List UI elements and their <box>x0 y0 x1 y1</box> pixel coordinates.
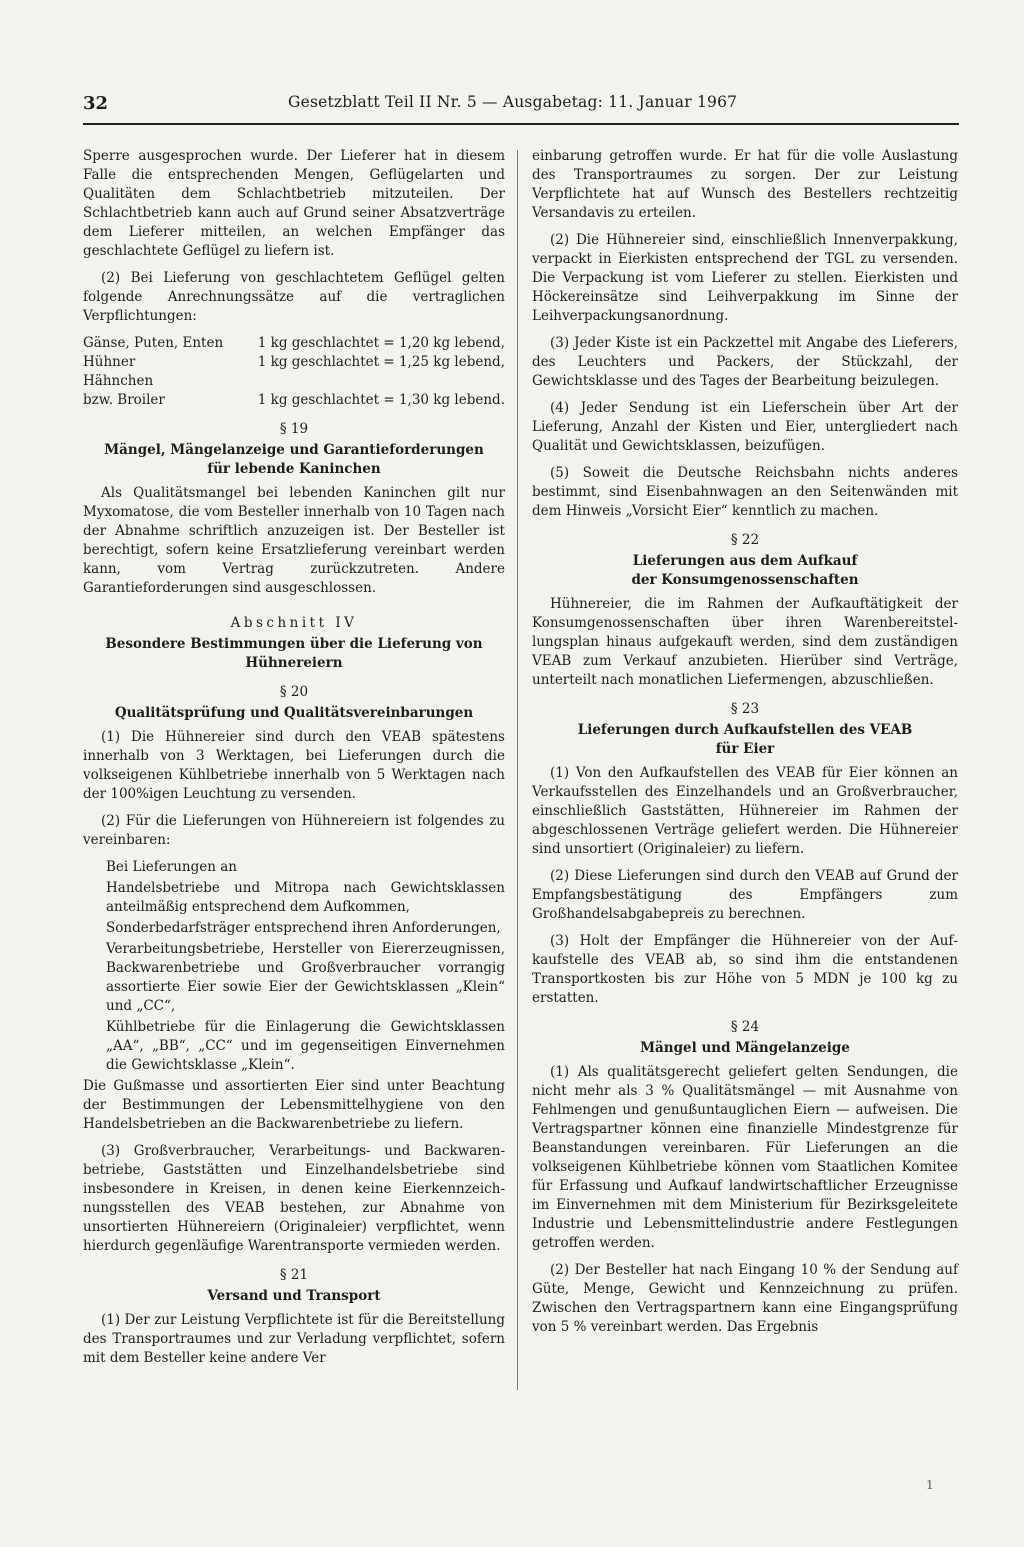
paragraph: (3) Großverbraucher, Verarbeitungs- und Backwarenbetriebe, Gaststätten und Einzelhandelsbetriebe sind insbesondere in Kreisen, in denen keine Eierkennzeichnungsstellen des VEAB bestehen, zur Abnahme von unsortierten Hühnereiern (Originaleier) verpflichtet, wenn hierdurch gegenläufige Warentransporte vermieden werden. <box>83 1143 505 1254</box>
section-number: § 21 <box>279 1267 309 1283</box>
section-heading-line: Mängel, Mängelanzeige und Garantieforderungen <box>104 442 484 458</box>
paragraph: Hühnereier, die im Rahmen der Aufkauftätigkeit der Konsumgenossenschaften über ihren Warenbereitstellungsplan hinaus aufgekauft werden, sind dem zuständigen VEAB zum Verkauf anzubieten. Hierüber sind Verträge, unterteilt nach monatlichen Liefermengen, abzuschließen. <box>532 596 958 688</box>
rates-table <box>83 334 505 410</box>
section-number: § 23 <box>730 701 760 717</box>
section-heading-line: Lieferungen aus dem Aufkauf <box>632 553 858 569</box>
paragraph: (1) Als qualitätsgerecht geliefert gelten Sendungen, die nicht mehr als 3 % Qualitätsmängel — mit Ausnahme von Fehlmengen und genußuntauglichen Eiern — aufweisen. Die Vertragspartner können eine finanzielle Mindestgrenze für Beanstandungen vereinbaren. Für Lieferungen an die volkseigenen Kühlbetriebe können vom Staatlichen Komitee für Erfassung und Aufkauf landwirtschaftlicher Erzeugnisse im Einvernehmen mit dem Ministerium für Bezirksgeleitete Industrie und Lebensmittelindustrie andere Festlegungen getroffen werden. <box>532 1064 958 1251</box>
list-item: Handelsbetriebe und Mitropa nach Gewichtsklassen anteilmäßig entsprechend dem Aufkommen, <box>106 880 505 915</box>
list-item: Bei Lieferungen an <box>106 859 237 875</box>
section-heading <box>83 441 505 479</box>
paragraph: (1) Die Hühnereier sind durch den VEAB spätestens innerhalb von 3 Werktagen, bei Lieferungen durch die volkseigenen Kühlbetriebe innerhalb von 5 Werktagen nach der 100%igen Leuchtung zu versenden. <box>83 729 505 802</box>
paragraph: (2) Diese Lieferungen sind durch den VEAB auf Grund der Empfangsbestätigung des Empfängers zum Großhandelsabgabepreis zu berechnen. <box>532 868 958 922</box>
paragraph: (2) Die Hühnereier sind, einschließlich Innenverpakkung, verpackt in Eierkisten entsprechend der TGL zu versenden. Die Verpackung ist vom Lieferer zu stellen. Eierkisten und Höckereinsätze sind Leihverpakkung im Sinne der Leihverpackungsanordnung. <box>532 232 958 324</box>
rates-row <box>83 391 505 410</box>
rates-value: 1 kg geschlachtet = 1,30 kg lebend. <box>257 392 505 408</box>
header-title: Gesetzblatt Teil II Nr. 5 — Ausgabetag: 11. Januar 1967 <box>288 93 738 111</box>
section-number: § 22 <box>730 532 760 548</box>
list-item: Kühlbetriebe für die Einlagerung die Gewichtsklassen „AA“, „BB“, „CC“ und im gegenseitigen Einvernehmen die Gewichtsklasse „Klein“. <box>106 1019 505 1073</box>
rates-label: bzw. Broiler <box>83 392 165 408</box>
rates-label: Hähnchen <box>83 373 154 389</box>
rates-value: 1 kg geschlachtet = 1,25 kg lebend, <box>257 354 505 370</box>
chapter-heading-line: Besondere Bestimmungen über die Lieferung von <box>105 636 483 652</box>
section-number: § 19 <box>279 421 309 437</box>
paragraph: (1) Der zur Leistung Verpflichtete ist für die Bereitstellung des Transportraumes und zur Verladung verpflichtet, sofern mit dem Besteller keine andere Ver <box>83 1312 505 1366</box>
paragraph: (3) Jeder Kiste ist ein Packzettel mit Angabe des Lieferers, des Leuchters und Packers, der Stückzahl, der Gewichtsklasse und des Tages der Bearbeitung beizulegen. <box>532 335 958 389</box>
section-heading: Qualitätsprüfung und Qualitätsvereinbarungen <box>114 705 474 721</box>
page-number: 32 <box>83 93 109 114</box>
footer-mark: 1 <box>926 1478 934 1492</box>
rates-row <box>83 372 505 391</box>
paragraph: (2) Bei Lieferung von geschlachtetem Geflügel gelten folgende Anrechnungssätze auf die vertraglichen Verpflichtungen: <box>83 270 505 324</box>
chapter-heading <box>83 635 505 673</box>
section-heading-line: für Eier <box>715 741 775 757</box>
section-heading <box>532 552 958 590</box>
section-number: § 20 <box>279 684 309 700</box>
rates-label: Gänse, Puten, Enten <box>83 335 224 351</box>
paragraph: Die Gußmasse und assortierten Eier sind unter Beachtung der Bestimmungen der Lebensmittelhygiene von den Handelsbetrieben an die Backwarenbetriebe zu liefern. <box>83 1078 505 1132</box>
chapter-label: Abschnitt IV <box>230 615 358 631</box>
section-heading: Mängel und Mängelanzeige <box>640 1040 850 1056</box>
section-number: § 24 <box>730 1019 760 1035</box>
paragraph: (2) Der Besteller hat nach Eingang 10 % der Sendung auf Güte, Menge, Gewicht und Kennzeichnung zu prüfen. Zwischen den Vertragspartnern kann eine Eingangsprüfung von 5 % vereinbart werden. Das Ergebnis <box>532 1262 958 1335</box>
page-header <box>83 93 959 125</box>
paragraph: Als Qualitätsmangel bei lebenden Kaninchen gilt nur Myxomatose, die vom Besteller innerhalb von 10 Tagen nach der Abnahme schriftlich anzuzeigen ist. Der Besteller ist berechtigt, sofern keine Ersatzlieferung vereinbart werden kann, vom Vertrag zurückzutreten. Andere Garantieforderungen sind ausgeschlossen. <box>83 485 505 596</box>
paragraph: Sperre ausgesprochen wurde. Der Lieferer hat in diesem Falle die entsprechenden Mengen, Geflügelarten und Qualitäten dem Schlachtbetrieb mitzuteilen. Der Schlachtbetrieb kann auch auf Grund seiner Absatzverträge dem Lieferer mitteilen, an welchen Empfänger das geschlachtete Geflügel zu liefern ist. <box>83 148 505 259</box>
rates-row <box>83 353 505 372</box>
section-heading: Versand und Transport <box>207 1288 381 1304</box>
paragraph: (1) Von den Aufkaufstellen des VEAB für Eier können an Verkaufsstellen des Einzelhandels und an Großverbraucher, einschließlich Gaststätten, Hühnereier im Rahmen der abgeschlossenen Verträge geliefert werden. Die Hühnereier sind unsortiert (Originaleier) zu liefern. <box>532 765 958 857</box>
column-divider <box>517 150 518 1390</box>
rates-label: Hühner <box>83 354 136 370</box>
right-column <box>532 147 958 1345</box>
section-heading-line: der Konsumgenossenschaften <box>631 572 859 588</box>
rates-value <box>236 372 505 391</box>
paragraph: (3) Holt der Empfänger die Hühnereier von der Aufkaufstelle des VEAB ab, so sind ihm die entstandenen Transportkosten bis zur Höhe von 5 MDN je 100 kg zu erstatten. <box>532 933 958 1006</box>
rates-value: 1 kg geschlachtet = 1,20 kg lebend, <box>257 335 505 351</box>
section-heading-line: für lebende Kaninchen <box>207 461 381 477</box>
paragraph: (5) Soweit die Deutsche Reichsbahn nichts anderes bestimmt, sind Eisenbahnwagen an den Seitenwänden mit dem Hinweis „Vorsicht Eier“ kenntlich zu machen. <box>532 465 958 519</box>
paragraph: einbarung getroffen wurde. Er hat für die volle Auslastung des Transportraumes zu sorgen. Der zur Leistung Verpflichtete hat auf Wunsch des Bestellers rechtzeitig Versandavis zu erteilen. <box>532 148 958 221</box>
left-column <box>83 147 505 1376</box>
rates-row <box>83 334 505 353</box>
chapter-heading-line: Hühnereiern <box>245 655 343 671</box>
paragraph: (4) Jeder Sendung ist ein Lieferschein über Art der Lieferung, Anzahl der Kisten und Eier, untergliedert nach Qualität und Gewichtsklassen, beizufügen. <box>532 400 958 454</box>
section-heading-line: Lieferungen durch Aufkaufstellen des VEAB <box>577 722 913 738</box>
list-item: Sonderbedarfsträger entsprechend ihren Anforderungen, <box>106 920 501 936</box>
list-item: Verarbeitungsbetriebe, Hersteller von Eiererzeugnissen, Backwarenbetriebe und Großverbraucher vorrangig assortierte Eier sowie Eier der Gewichtsklassen „Klein“ und „CC“, <box>106 941 505 1014</box>
paragraph: (2) Für die Lieferungen von Hühnereiern ist folgendes zu vereinbaren: <box>83 813 505 848</box>
section-heading <box>532 721 958 759</box>
